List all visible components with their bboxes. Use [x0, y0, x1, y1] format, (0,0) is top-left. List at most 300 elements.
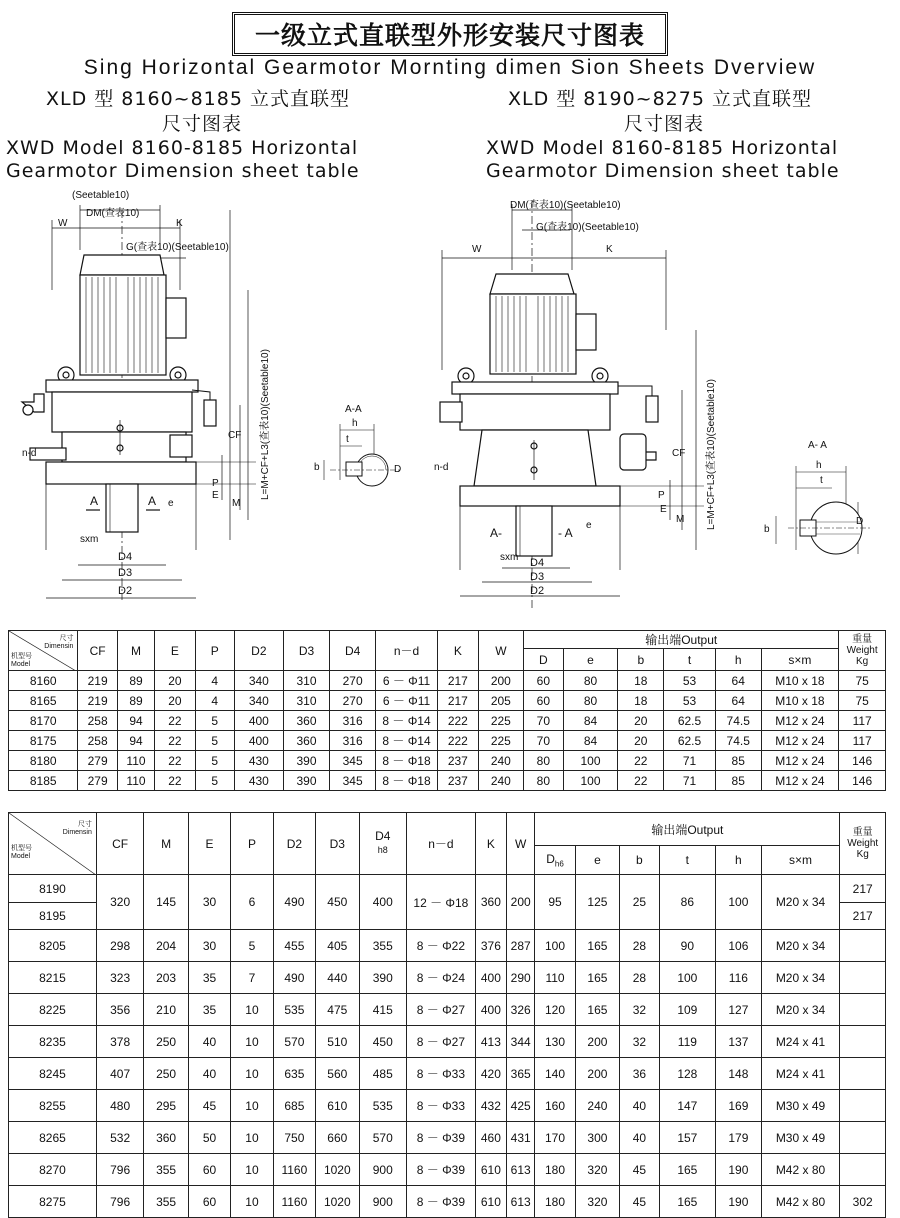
table2-cell: 5 — [231, 930, 273, 962]
table2-cell: 460 — [475, 1122, 506, 1154]
table2-merged-value: 490 — [273, 875, 315, 930]
table1-cell: 270 — [330, 671, 376, 691]
table2-cell — [840, 1026, 886, 1058]
table2-merged-value: 100 — [716, 875, 761, 930]
table1-cell: 22 — [155, 771, 195, 791]
right-section-title: A- A — [808, 440, 827, 451]
table1-cell: 345 — [330, 771, 376, 791]
table1-header-p: P — [195, 631, 234, 671]
table2-output-dh6 — [535, 846, 575, 875]
table1-cell: 340 — [234, 671, 283, 691]
table1-cell: 340 — [234, 691, 283, 711]
table1-header-cf: CF — [78, 631, 117, 671]
table2-row — [9, 930, 886, 962]
table1-cell: 64 — [715, 671, 761, 691]
table2-cell: 290 — [507, 962, 535, 994]
table2-cell: 8 － Φ33 — [407, 1090, 476, 1122]
table2-cell: 8225 — [9, 994, 97, 1026]
table2-cell: 204 — [144, 930, 188, 962]
table2-row — [9, 1058, 886, 1090]
table1-cell: 8160 — [9, 671, 78, 691]
right-header-line3: XWD Model 8160-8185 Horizontal — [486, 137, 839, 159]
table1-cell: 217 — [438, 691, 478, 711]
table2-cell: 295 — [144, 1090, 188, 1122]
table2-cell: 170 — [535, 1122, 575, 1154]
table1-cell: 219 — [78, 691, 117, 711]
table2-weight-unit: Kg — [856, 849, 869, 860]
table2-cell: 685 — [273, 1090, 315, 1122]
table1-cell: 62.5 — [664, 711, 716, 731]
table1-cell: 360 — [283, 711, 330, 731]
table2-header-w: W — [507, 813, 535, 875]
table2-cell: 60 — [188, 1154, 230, 1186]
table2-cell: 490 — [273, 962, 315, 994]
table1-cell: 89 — [117, 671, 154, 691]
table2-cell: 40 — [620, 1122, 659, 1154]
table2-cell: 431 — [507, 1122, 535, 1154]
table1-cell: 8 － Φ18 — [375, 771, 437, 791]
table1-cell: 84 — [563, 711, 618, 731]
table1-cell: 225 — [478, 731, 524, 751]
left-header-line2: 尺寸图表 — [162, 113, 243, 135]
table2-corner-bottom: 机型号 — [11, 845, 32, 852]
table1-cell: 20 — [618, 711, 664, 731]
right-section-d: D — [856, 516, 864, 527]
table1-cell: 279 — [78, 751, 117, 771]
table1-cell: 4 — [195, 691, 234, 711]
table2-merged-value: M20 x 34 — [761, 875, 840, 930]
left-header-line3: XWD Model 8160-8185 Horizontal — [6, 137, 359, 159]
table1-cell: 219 — [78, 671, 117, 691]
table2-weight-header — [840, 813, 886, 875]
table1-cell: M12 x 24 — [761, 711, 839, 731]
table2-cell: 570 — [359, 1122, 406, 1154]
table1-cell: 8 － Φ18 — [375, 751, 437, 771]
table2-cell — [840, 1122, 886, 1154]
table1-weight-header — [839, 631, 886, 671]
table2-cell: 157 — [659, 1122, 716, 1154]
left-p-label: P — [212, 478, 219, 489]
table2-merged-value: 360 — [475, 875, 506, 930]
table1-cell: 20 — [155, 671, 195, 691]
table2-cell: 140 — [535, 1058, 575, 1090]
table2-cell: 376 — [475, 930, 506, 962]
table2-cell: 326 — [507, 994, 535, 1026]
right-a1-label: A- — [490, 526, 502, 540]
table1-header-d3: D3 — [283, 631, 330, 671]
table2-cell: 535 — [359, 1090, 406, 1122]
table2-corner-top2: Dimensin — [62, 829, 92, 836]
table1-cell: 71 — [664, 771, 716, 791]
table2-cell: 165 — [575, 962, 619, 994]
table2-cell: 400 — [475, 962, 506, 994]
table2-cell: 40 — [188, 1058, 230, 1090]
table2-cell: 32 — [620, 994, 659, 1026]
table1-cell: 258 — [78, 731, 117, 751]
table1-cell: 8180 — [9, 751, 78, 771]
table2-cell — [840, 962, 886, 994]
table2-row — [9, 1186, 886, 1218]
table2-cell: 560 — [316, 1058, 359, 1090]
table1-cell: 316 — [330, 731, 376, 751]
left-cf-label: CF — [228, 430, 242, 441]
table2-cell: 28 — [620, 930, 659, 962]
table1-cell: 20 — [155, 691, 195, 711]
table2-cell: 179 — [716, 1122, 761, 1154]
table1-cell: 8165 — [9, 691, 78, 711]
table1-cell: 80 — [563, 691, 618, 711]
table2-cell: 36 — [620, 1058, 659, 1090]
table2-cell: 660 — [316, 1122, 359, 1154]
table2-output-sxm: s×m — [761, 846, 840, 875]
right-w-label: W — [472, 244, 482, 255]
table2-cell: 32 — [620, 1026, 659, 1058]
table2-cell: M20 x 34 — [761, 994, 840, 1026]
table2-corner-cell — [9, 813, 97, 875]
table1-output-d: D — [524, 649, 563, 671]
table2-cell: 250 — [144, 1058, 188, 1090]
table1-cell: 400 — [234, 731, 283, 751]
table1-cell: 6 － Φ11 — [375, 691, 437, 711]
table1-cell: M12 x 24 — [761, 731, 839, 751]
table2-merged-value: 12 － Φ18 — [407, 875, 476, 930]
table1-header-k: K — [438, 631, 478, 671]
table2-cell: 425 — [507, 1090, 535, 1122]
table2-cell: 240 — [575, 1090, 619, 1122]
table2-cell: 8215 — [9, 962, 97, 994]
table1-cell: 62.5 — [664, 731, 716, 751]
table1-cell: 400 — [234, 711, 283, 731]
table1-cell: 310 — [283, 691, 330, 711]
table1-cell: 89 — [117, 691, 154, 711]
right-header-line1: XLD 型 8190~8275 立式直联型 — [508, 88, 812, 110]
table1-cell: 71 — [664, 751, 716, 771]
table1-cell: 5 — [195, 711, 234, 731]
table1-cell: 316 — [330, 711, 376, 731]
table1-cell: 6 － Φ11 — [375, 671, 437, 691]
table2-merged-value: 6 — [231, 875, 273, 930]
table1-cell: 430 — [234, 771, 283, 791]
left-sxm-label: sxm — [80, 534, 99, 545]
table1-cell: 5 — [195, 771, 234, 791]
right-header-line4: Gearmotor Dimension sheet table — [486, 160, 840, 182]
table2-merged-value: 145 — [144, 875, 188, 930]
table2-merged-value: 30 — [188, 875, 230, 930]
right-sxm-label: sxm — [500, 552, 519, 563]
table2-cell: 355 — [359, 930, 406, 962]
table2-d4-label: D4 — [375, 829, 391, 843]
table1-row — [9, 731, 886, 751]
table1-cell: 74.5 — [715, 731, 761, 751]
table2-cell: 613 — [507, 1186, 535, 1218]
table1-cell: 60 — [524, 691, 563, 711]
table2-cell: 440 — [316, 962, 359, 994]
page-title: 一级立式直联型外形安装尺寸图表 — [232, 12, 668, 56]
table1-cell: 258 — [78, 711, 117, 731]
table2-merged-model-1: 8190 — [9, 875, 97, 903]
table1-row — [9, 751, 886, 771]
table2-cell: 900 — [359, 1186, 406, 1218]
table2-cell: 250 — [144, 1026, 188, 1058]
table2-merged-value: 95 — [535, 875, 575, 930]
left-section-d: D — [394, 464, 402, 475]
table2-cell: 900 — [359, 1154, 406, 1186]
table2-cell: 450 — [359, 1026, 406, 1058]
table2-cell: 320 — [575, 1154, 619, 1186]
table1-cell: 110 — [117, 771, 154, 791]
left-section-h: h — [352, 418, 358, 429]
table2-cell: 165 — [659, 1186, 716, 1218]
left-section-title: A-A — [345, 404, 362, 415]
table1-cell: 217 — [438, 671, 478, 691]
right-k-label: K — [606, 244, 613, 255]
left-section-b: b — [314, 462, 320, 473]
table2-cell: 796 — [96, 1186, 143, 1218]
left-dm-label: DM(查表10) — [86, 208, 140, 219]
table2-cell: 130 — [535, 1026, 575, 1058]
table2-cell: 302 — [840, 1186, 886, 1218]
table2-cell: 1160 — [273, 1186, 315, 1218]
table1-cell: 8 － Φ14 — [375, 711, 437, 731]
table2-cell: 30 — [188, 930, 230, 962]
table2-cell: 298 — [96, 930, 143, 962]
table1-cell: 75 — [839, 691, 886, 711]
table1-cell: 75 — [839, 671, 886, 691]
table2-cell: M24 x 41 — [761, 1058, 840, 1090]
table2-header-d2: D2 — [273, 813, 315, 875]
table1-cell: 84 — [563, 731, 618, 751]
table1-cell: 80 — [563, 671, 618, 691]
table2-merged-value: 125 — [575, 875, 619, 930]
table2-cell: 10 — [231, 1058, 273, 1090]
table2-cell: 128 — [659, 1058, 716, 1090]
table2-cell: 8275 — [9, 1186, 97, 1218]
table1-cell: 53 — [664, 691, 716, 711]
table2-cell: 8245 — [9, 1058, 97, 1090]
dimension-table-8190-8275 — [8, 812, 886, 1218]
table2-cell: 35 — [188, 962, 230, 994]
table2-header-e: E — [188, 813, 230, 875]
right-nd-label: n-d — [434, 462, 449, 473]
table2-cell: 610 — [316, 1090, 359, 1122]
table1-output-t: t — [664, 649, 716, 671]
table2-cell: 165 — [575, 930, 619, 962]
table2-cell: 8 － Φ39 — [407, 1154, 476, 1186]
table2-cell: 323 — [96, 962, 143, 994]
table1-cell: 100 — [563, 771, 618, 791]
table2-cell: M42 x 80 — [761, 1186, 840, 1218]
table2-cell: 210 — [144, 994, 188, 1026]
table2-cell: 165 — [575, 994, 619, 1026]
table2-cell: 432 — [475, 1090, 506, 1122]
table1-cell: 117 — [839, 731, 886, 751]
right-l-label: L=M+CF+L3(查表10)(Seetable10) — [706, 379, 717, 530]
left-k-label: K — [176, 218, 183, 229]
table2-cell: 203 — [144, 962, 188, 994]
table2-header-nd: n－d — [407, 813, 476, 875]
table2-cell: 148 — [716, 1058, 761, 1090]
table2-cell: 169 — [716, 1090, 761, 1122]
table1-cell: 310 — [283, 671, 330, 691]
table1-corner-bottom: 机型号 — [11, 653, 32, 660]
table2-cell: 45 — [188, 1090, 230, 1122]
table2-cell: 8 － Φ22 — [407, 930, 476, 962]
table2-merged-weight-2: 217 — [840, 903, 886, 930]
table2-cell: 28 — [620, 962, 659, 994]
table1-cell: 22 — [155, 751, 195, 771]
table2-cell — [840, 1154, 886, 1186]
table1-cell: 70 — [524, 731, 563, 751]
right-d4-label: D4 — [530, 557, 545, 569]
table1-cell: M10 x 18 — [761, 691, 839, 711]
left-d4-label: D4 — [118, 551, 133, 563]
table1-cell: 146 — [839, 771, 886, 791]
table1-cell: 270 — [330, 691, 376, 711]
table2-row — [9, 994, 886, 1026]
table1-cell: 5 — [195, 731, 234, 751]
table2-cell: 420 — [475, 1058, 506, 1090]
table1-cell: 74.5 — [715, 711, 761, 731]
table2-cell: 287 — [507, 930, 535, 962]
right-gearmotor-drawing — [420, 190, 720, 615]
table1-output-e: e — [563, 649, 618, 671]
table1-corner-cell — [9, 631, 78, 671]
table2-cell: 10 — [231, 1154, 273, 1186]
table2-cell: 60 — [188, 1186, 230, 1218]
table2-cell — [840, 1090, 886, 1122]
table1-corner-bottom2: Model — [11, 661, 31, 668]
table2-cell: 8205 — [9, 930, 97, 962]
right-section-b: b — [764, 524, 770, 535]
table1-cell: 117 — [839, 711, 886, 731]
table1-output-h: h — [715, 649, 761, 671]
table2-row — [9, 1122, 886, 1154]
table2-merged-model-2: 8195 — [9, 903, 97, 930]
table2-cell: 413 — [475, 1026, 506, 1058]
left-nd-label: n-d — [22, 448, 37, 459]
table2-cell: 1160 — [273, 1154, 315, 1186]
table1-cell: 4 — [195, 671, 234, 691]
table2-cell: 455 — [273, 930, 315, 962]
right-section-t: t — [820, 475, 823, 486]
table1-header-w: W — [478, 631, 524, 671]
table2-cell: 750 — [273, 1122, 315, 1154]
left-w-label: W — [58, 218, 68, 229]
table2-cell: 796 — [96, 1154, 143, 1186]
table1-cell: 22 — [155, 731, 195, 751]
table1-header-d4: D4 — [330, 631, 376, 671]
table1-cell: 205 — [478, 691, 524, 711]
table2-header-p: P — [231, 813, 273, 875]
table2-merged-value: 320 — [96, 875, 143, 930]
table2-output-b: b — [620, 846, 659, 875]
left-header-line1: XLD 型 8160~8185 立式直联型 — [46, 88, 350, 110]
table2-cell: 10 — [231, 994, 273, 1026]
right-a2-label: - A — [558, 526, 573, 540]
table2-weight-label2: Weight — [847, 838, 879, 849]
table1-output-header: 输出端Output — [524, 631, 839, 649]
table2-cell: 532 — [96, 1122, 143, 1154]
table2-cell: 635 — [273, 1058, 315, 1090]
table2-cell: 10 — [231, 1186, 273, 1218]
table2-merged-value: 200 — [507, 875, 535, 930]
table1-weight-label: 重量 — [852, 634, 873, 645]
table1-cell: 64 — [715, 691, 761, 711]
table2-cell: 110 — [535, 962, 575, 994]
table2-d4-sub: h8 — [377, 845, 388, 855]
table2-cell: 390 — [359, 962, 406, 994]
table1-weight-label2: Weight — [846, 645, 878, 656]
table2-cell: 50 — [188, 1122, 230, 1154]
left-section-t: t — [346, 434, 349, 445]
table2-row — [9, 1090, 886, 1122]
table1-cell: 85 — [715, 751, 761, 771]
table2-cell: 100 — [535, 930, 575, 962]
table2-header-d4 — [359, 813, 406, 875]
left-seetable-label: (Seetable10) — [72, 190, 130, 201]
table1-cell: 430 — [234, 751, 283, 771]
table2-output-h: h — [716, 846, 761, 875]
table2-cell: M30 x 49 — [761, 1090, 840, 1122]
table1-output-b: b — [618, 649, 664, 671]
table2-cell: 120 — [535, 994, 575, 1026]
table2-cell: 116 — [716, 962, 761, 994]
table2-cell: 106 — [716, 930, 761, 962]
table2-cell: 405 — [316, 930, 359, 962]
table2-cell: 180 — [535, 1186, 575, 1218]
table1-cell: 8170 — [9, 711, 78, 731]
table2-cell: 10 — [231, 1026, 273, 1058]
table2-cell: 475 — [316, 994, 359, 1026]
table2-merged-value: 86 — [659, 875, 716, 930]
table2-cell: 360 — [144, 1122, 188, 1154]
table1-cell: 146 — [839, 751, 886, 771]
left-g-label: G(查表10)(Seetable10) — [126, 242, 229, 253]
table2-output-header: 输出端Output — [535, 813, 840, 846]
right-cf-label: CF — [672, 448, 686, 459]
table2-cell — [840, 930, 886, 962]
right-d3-label: D3 — [530, 571, 545, 583]
table1-cell: 200 — [478, 671, 524, 691]
table1-cell: 18 — [618, 691, 664, 711]
table1-cell: 94 — [117, 731, 154, 751]
table1-header-m: M — [117, 631, 154, 671]
table2-cell: 1020 — [316, 1154, 359, 1186]
table2-cell: 8265 — [9, 1122, 97, 1154]
left-section-aa-drawing — [310, 410, 410, 500]
table1-cell: 94 — [117, 711, 154, 731]
table1-cell: 390 — [283, 771, 330, 791]
table1-row — [9, 671, 886, 691]
table1-header-nd: n－d — [375, 631, 437, 671]
table1-cell: 222 — [438, 731, 478, 751]
table2-output-e: e — [575, 846, 619, 875]
table2-cell: 137 — [716, 1026, 761, 1058]
right-e-label: E — [660, 504, 667, 515]
table2-header-k: K — [475, 813, 506, 875]
table2-dh6-label: D — [546, 851, 555, 866]
table1-cell: 240 — [478, 751, 524, 771]
table2-cell: 200 — [575, 1058, 619, 1090]
table2-header-d3: D3 — [316, 813, 359, 875]
table2-row — [9, 962, 886, 994]
table1-cell: 222 — [438, 711, 478, 731]
table2-cell: 35 — [188, 994, 230, 1026]
table2-row — [9, 1154, 886, 1186]
table1-cell: 80 — [524, 771, 563, 791]
table2-cell: 344 — [507, 1026, 535, 1058]
table1-cell: 345 — [330, 751, 376, 771]
